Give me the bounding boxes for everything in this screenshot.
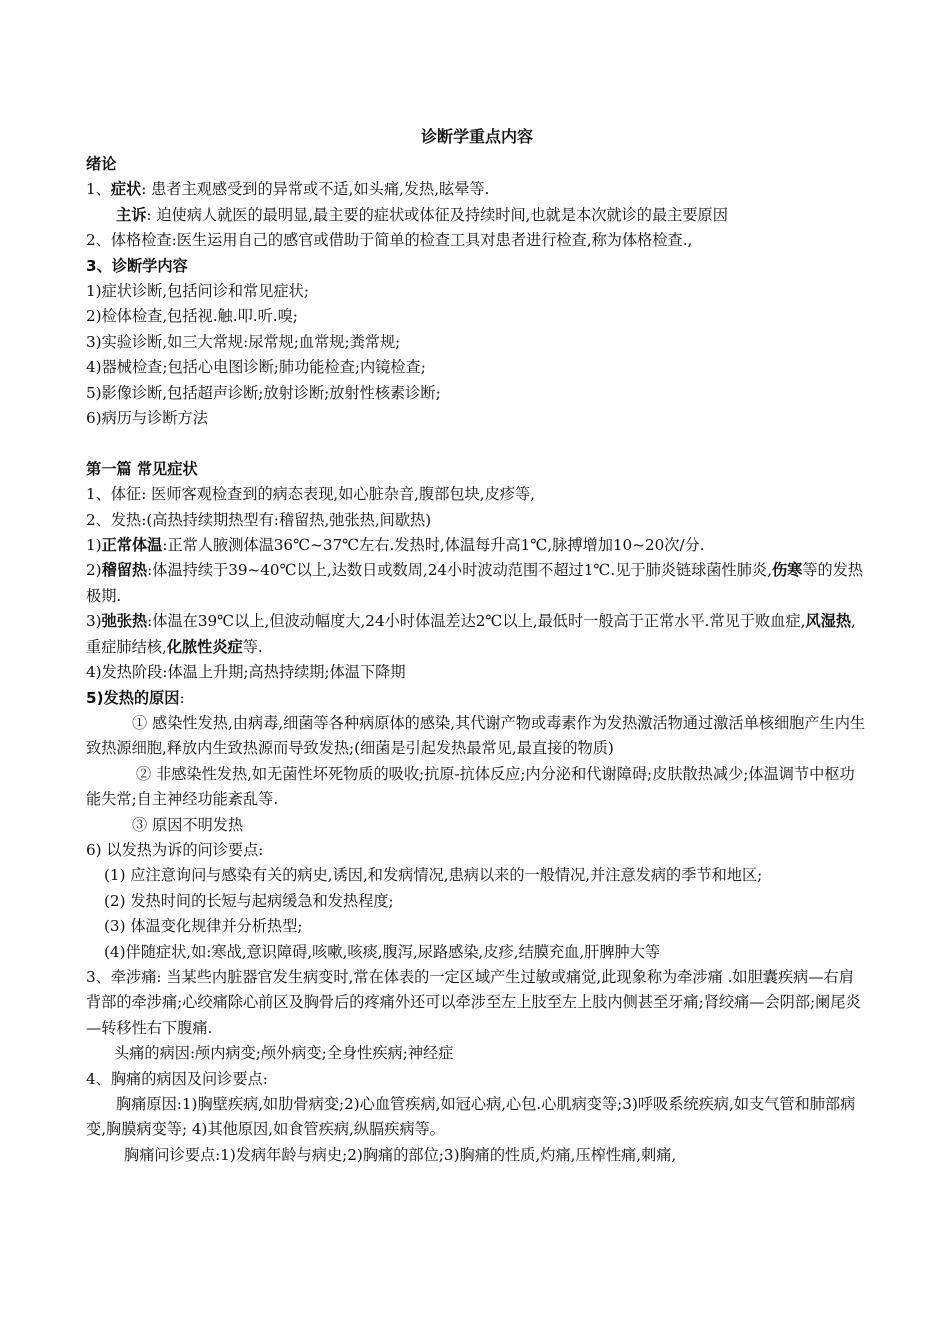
cause-infectious [86, 711, 868, 762]
chest-pain-causes [86, 1092, 868, 1143]
section-heading-intro: 绪论 [86, 155, 117, 173]
inquiry-point: (3) 体温变化规律并分析热型; [104, 917, 303, 936]
term: 化脓性炎症 [166, 637, 243, 656]
fever-heading: 2、发热:(高热持续期热型有:稽留热,弛张热,间歇热) [86, 510, 432, 529]
item-number: 2) [86, 561, 102, 580]
item-number: 1、 [86, 180, 111, 199]
term: 风湿热 [805, 612, 852, 631]
fever-causes-heading [86, 686, 868, 711]
list-item: 6)病历与诊断方法 [86, 409, 208, 428]
definition-text: : 迫使病人就医的最明显,最主要的症状或体征及持续时间,也就是本次就诊的最主要原因 [146, 205, 728, 224]
term-chief-complaint: 主诉 [116, 205, 147, 224]
inquiry-text: 胸痛问诊要点:1)发病年龄与病史;2)胸痛的部位;3)胸痛的性质,灼痛,压榨性痛,刺痛, [124, 1145, 677, 1164]
cause-text: ① 感染性发热,由病毒,细菌等各种病原体的感染,其代谢产物或毒素作为发热激活物通过激活单核细胞产生内生致热源细胞,释放内生致热源而导致发热;(细菌是引起发热最常见,最直接的物质) [86, 713, 866, 758]
spacer [86, 431, 868, 456]
definition-text: : 患者主观感受到的异常或不适,如头痛,发热,眩晕等. [141, 180, 490, 199]
chief-complaint-definition [86, 203, 868, 228]
term: 正常体温 [101, 536, 163, 555]
chest-pain-heading: 4、胸痛的病因及问诊要点: [86, 1069, 268, 1088]
cause-text: 胸痛原因:1)胸壁疾病,如肋骨病变;2)心血管疾病,如冠心病,心包.心肌病变等;3)呼吸系统疾病,如支气管和肺部病变,胸膜病变等; 4)其他原因,如食管疾病,纵膈疾病等。 [86, 1095, 856, 1139]
term: 弛张热 [101, 612, 148, 631]
inquiry-points-heading: 6) 以发热为诉的问诊要点: [86, 840, 264, 859]
physical-exam-definition: 2、体格检查:医生运用自己的感官或借助于简单的检查工具对患者进行检查,称为体格检查., [86, 231, 693, 250]
fever-stages: 4)发热阶段:体温上升期;高热持续期;体温下降期 [86, 663, 406, 682]
inquiry-text: (1) 应注意询问与感染有关的病史,诱因,和发病情况,患病以来的一般情况,并注意发病的季节和地区; [104, 866, 763, 885]
item-number: 1) [86, 536, 102, 555]
symptom-definition [86, 177, 868, 202]
referred-pain: 3、牵涉痛: 当某些内脏器官发生病变时,常在体表的一定区域产生过敏或痛觉,此现象称为牵涉痛 .如胆囊疾病—右肩背部的牵涉痛;心绞痛除心前区及胸骨后的疼痛外还可以牵涉至左上肢至左上肢内侧甚至牙痛;肾绞痛—会阴部;阑尾炎—转移性右下腹痛. [86, 967, 861, 1037]
normal-temperature [86, 533, 868, 558]
headache-causes: 头痛的病因:颅内病变;颅外病变;全身性疾病;神经症 [114, 1044, 454, 1063]
term: 发热的原因 [103, 688, 180, 707]
sign-definition: 1、体征: 医师客观检查到的病态表现,如心脏杂音,腹部包块,皮疹等, [86, 485, 535, 504]
item-number: 3) [86, 612, 102, 631]
cause-text: ② 非感染性发热,如无菌性坏死物质的吸收;抗原-抗体反应;内分泌和代谢障碍;皮肤散热减少;体温调节中枢功能失常;自主神经功能紊乱等. [86, 764, 855, 809]
list-item: 2)检体检查,包括视.触.叩.听.嗅; [86, 307, 298, 326]
inquiry-point: (4)伴随症状,如:寒战,意识障碍,咳嗽,咳痰,腹泻,尿路感染,皮疹,结膜充血,肝脾肿大等 [104, 942, 661, 961]
term: 稽留热 [101, 561, 148, 580]
diagnostics-content-heading: 3、诊断学内容 [86, 256, 188, 275]
list-item: 5)影像诊断,包括超声诊断;放射诊断;放射性核素诊断; [86, 383, 441, 402]
inquiry-point: (2) 发热时间的长短与起病缓急和发热程度; [104, 891, 394, 910]
cause-unknown: ③ 原因不明发热 [132, 815, 244, 834]
term: 伤寒 [771, 561, 803, 580]
cause-noninfectious [86, 762, 868, 813]
section-heading-part1: 第一篇 常见症状 [86, 459, 198, 478]
remittent-fever [86, 609, 868, 660]
definition-text: 等. [242, 637, 263, 656]
inquiry-point [86, 863, 868, 888]
definition-text: :体温在39℃以上,但波动幅度大,24小时体温差达2℃以上,最低时一般高于正常水平.常见于败血症, [147, 612, 806, 631]
term-symptom: 症状 [110, 180, 142, 199]
list-item: 3)实验诊断,如三大常规:尿常规;血常规;粪常规; [86, 332, 401, 351]
definition-text: : [179, 688, 185, 707]
definition-text: 等的发热极期. [86, 561, 864, 605]
list-item: 1)症状诊断,包括问诊和常见症状; [86, 282, 309, 301]
definition-text: :体温持续于39~40℃以上,达数日或数周,24小时波动范围不超过1℃.见于肺炎链球菌性肺炎, [147, 561, 772, 580]
definition-text: :正常人腋测体温36℃~37℃左右.发热时,体温每升高1℃,脉搏增加10~20次/分. [162, 536, 705, 555]
document-title: 诊断学重点内容 [420, 127, 533, 146]
definition-text: ,重症肺结核, [86, 612, 856, 656]
item-number: 5) [86, 688, 104, 707]
document-page [86, 124, 868, 1168]
chest-pain-inquiry [86, 1143, 868, 1168]
list-item: 4)器械检查;包括心电图诊断;肺功能检查;内镜检查; [86, 358, 426, 377]
continued-fever [86, 558, 868, 609]
